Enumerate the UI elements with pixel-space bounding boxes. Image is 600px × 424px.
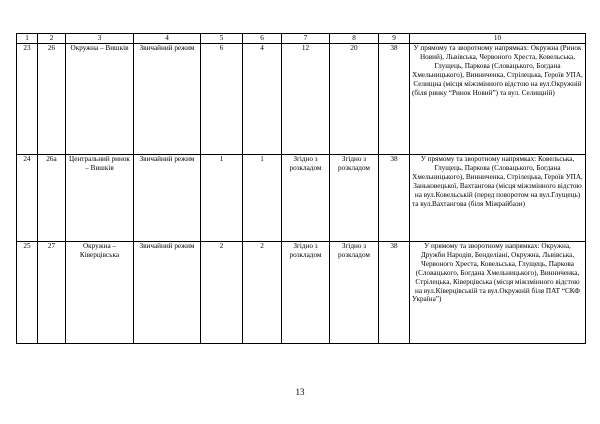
column-number-row bbox=[17, 34, 586, 44]
column-number: 5 bbox=[201, 34, 243, 44]
column-number: 6 bbox=[243, 34, 282, 44]
column-number: 3 bbox=[66, 34, 134, 44]
column-number: 7 bbox=[282, 34, 330, 44]
routes-table bbox=[16, 33, 586, 344]
operating-mode: Звичайний режим bbox=[134, 242, 201, 344]
column-7-value: Згідно з розкладом bbox=[282, 242, 330, 344]
row-number: 24 bbox=[17, 155, 38, 242]
route-name: Окружна – Ківерцівська bbox=[66, 242, 134, 344]
column-number: 10 bbox=[410, 34, 586, 44]
route-number: 26а bbox=[38, 155, 66, 242]
route-name: Центральний ринок – Вишків bbox=[66, 155, 134, 242]
table-row bbox=[17, 155, 586, 242]
route-number: 27 bbox=[38, 242, 66, 344]
row-number: 25 bbox=[17, 242, 38, 344]
page-number: 13 bbox=[295, 387, 305, 397]
column-9-value: 38 bbox=[379, 242, 410, 344]
column-5-value: 2 bbox=[201, 242, 243, 344]
column-5-value: 6 bbox=[201, 44, 243, 155]
column-8-value: Згідно з розкладом bbox=[330, 155, 379, 242]
column-number: 2 bbox=[38, 34, 66, 44]
column-number: 9 bbox=[379, 34, 410, 44]
row-number: 23 bbox=[17, 44, 38, 155]
column-9-value: 38 bbox=[379, 44, 410, 155]
route-path: У прямому та зворотному напрямках: Ковельська, Глущець, Паркова (Словацького, Богдана Хмельницького), Винниченка, Стрілецька, Героїв УПА, Заньковецької, Вахтангова (місця міжзмінного відстою на вул.Ковельській (перед поворотом на вул.Глущець) та вул.Вахтангова (біля Міжрайбази) bbox=[410, 155, 586, 242]
column-9-value: 38 bbox=[379, 155, 410, 242]
table-row bbox=[17, 242, 586, 344]
column-7-value: Згідно з розкладом bbox=[282, 155, 330, 242]
column-6-value: 1 bbox=[243, 155, 282, 242]
operating-mode: Звичайний режим bbox=[134, 44, 201, 155]
route-path: У прямому та зворотному напрямках: Окружна, Дружби Народів, Бенделіані, Окружна, Львівська, Червоного Хреста, Ковельська, Глущець, Паркова (Словацького, Богдана Хмельницького), Винниченка, Стрілецька, Ківерцівська (місця міжзмінного відстою на вул.Ківерцівській та вул.Окружній біля ПАТ “СКФ Україна”) bbox=[410, 242, 586, 344]
column-6-value: 2 bbox=[243, 242, 282, 344]
table-row bbox=[17, 44, 586, 155]
column-number: 4 bbox=[134, 34, 201, 44]
column-number: 1 bbox=[17, 34, 38, 44]
route-name: Окружна – Вишків bbox=[66, 44, 134, 155]
column-8-value: Згідно з розкладом bbox=[330, 242, 379, 344]
column-8-value: 20 bbox=[330, 44, 379, 155]
column-5-value: 1 bbox=[201, 155, 243, 242]
route-number: 26 bbox=[38, 44, 66, 155]
route-path: У прямому та зворотному напрямках: Окружна (Ринок Новий), Львівська, Червоного Хреста, Ковельська, Глущець, Паркова (Словацького, Богдана Хмельницького), Винниченка, Стрілецька, Героїв УПА, Селищна (місця міжзмінного відстою на вул.Окружній (біля ринку “Ринок Новий”) та вул. Селищній) bbox=[410, 44, 586, 155]
column-6-value: 4 bbox=[243, 44, 282, 155]
operating-mode: Звичайний режим bbox=[134, 155, 201, 242]
column-7-value: 12 bbox=[282, 44, 330, 155]
column-number: 8 bbox=[330, 34, 379, 44]
